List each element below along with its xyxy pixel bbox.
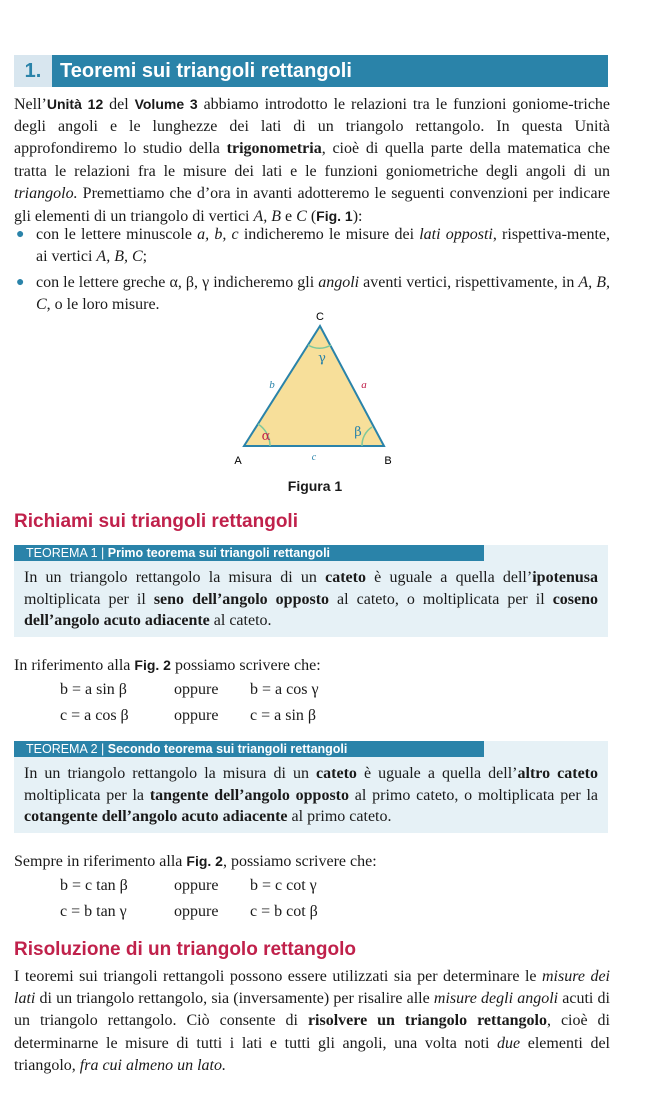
theorem-1-text: In un triangolo rettangolo la misura di un cateto è uguale a quella dell’ipotenusa moltiplicata per il seno dell’angolo opposto al cateto, o moltiplicata per il coseno dell’angolo acuto adiacente al cateto. (24, 569, 599, 630)
ref-fig2: Fig. 2 (186, 853, 223, 869)
vertex-c-label: C (316, 311, 324, 323)
formula-connector: oppure (174, 877, 219, 894)
side-a-label: a (361, 379, 367, 391)
reference-paragraph-1: In riferimento alla Fig. 2 possiamo scrivere che: (14, 657, 321, 674)
theorem-1-bar: TEOREMA 1 | Primo teorema sui triangoli rettangoli (14, 545, 484, 561)
side-b-label: b (269, 379, 275, 391)
theorem-2-box (14, 741, 608, 833)
alpha-label: α (261, 429, 271, 444)
reference-paragraph-2: Sempre in riferimento alla Fig. 2, possiamo scrivere che: (14, 853, 377, 870)
ref-unita: Unità 12 (46, 96, 104, 112)
formula-rhs: b = c cot γ (250, 877, 317, 894)
section-title: Teoremi sui triangoli rettangoli (60, 59, 352, 82)
beta-label: β (354, 425, 362, 440)
gamma-label: γ (318, 351, 326, 366)
bullet-dot-icon: ● (16, 275, 25, 290)
formula-lhs: b = c tan β (60, 877, 128, 894)
bullet-item: ● con le lettere minuscole a, b, c indicheremo le misure dei lati opposti, rispettiva-mente, ai vertici A, B, C; (16, 226, 611, 266)
figure-1-caption: Figura 1 (287, 478, 343, 494)
ref-fig1: Fig. 1 (316, 208, 353, 225)
vertex-b-label: B (384, 455, 392, 467)
bullet-item: ● con le lettere greche α, β, γ indicheremo gli angoli aventi vertici, rispettivamente, in A, B, C, o le loro misure. (16, 274, 611, 314)
formula-connector: oppure (174, 707, 219, 724)
heading-risoluzione: Risoluzione di un triangolo rettangolo (14, 939, 356, 960)
formula-rhs: b = a cos γ (250, 681, 319, 698)
section-header (14, 55, 608, 87)
figure-1-triangle (226, 308, 402, 468)
section-number: 1. (14, 55, 52, 87)
bullet-dot-icon: ● (16, 227, 25, 242)
ref-fig2: Fig. 2 (134, 657, 171, 673)
formula-connector: oppure (174, 681, 219, 698)
formula-rhs: c = b cot β (250, 903, 318, 920)
formula-lhs: b = a sin β (60, 681, 127, 698)
final-paragraph: I teoremi sui triangoli rettangoli possono essere utilizzati sia per determinare le misure dei lati di un triangolo rettangolo, sia (inversamente) per risalire alle misure degli angoli acuti di un triangolo rettangolo. Ciò consente di risolvere un triangolo rettangolo, cioè di determinarne le misure di tutti i lati e tutti gli angoli, una volta noti due elementi del triangolo, fra cui almeno un lato. (14, 968, 610, 1074)
ref-volume: Volume 3 (134, 96, 198, 112)
theorem-1-box (14, 545, 608, 637)
vertex-a-label: A (234, 455, 242, 467)
heading-richiami: Richiami sui triangoli rettangoli (14, 511, 298, 532)
formula-rhs: c = a sin β (250, 707, 317, 724)
formula-connector: oppure (174, 903, 219, 920)
formula-lhs: c = a cos β (60, 707, 129, 724)
intro-paragraph: Nell’Unità 12 del Volume 3 abbiamo introdotto le relazioni tra le funzioni goniome-triche degli angoli e le lunghezze dei lati di un triangolo rettangolo. In questa Unità approfondiremo lo studio della trigonometria, cioè di quella parte della matematica che tratta le relazioni fra le misure dei lati e le funzioni goniometriche degli angoli di un triangolo. Premettiamo che d’ora in avanti adotteremo le seguenti convenzioni per indicare gli elementi di un triangolo di vertici A, B e C (Fig. 1): (14, 96, 611, 226)
theorem-2-text: In un triangolo rettangolo la misura di un cateto è uguale a quella dell’altro cateto moltiplicata per la tangente dell’angolo opposto al primo cateto, o moltiplicata per la cotangente dell’angolo acuto adiacente al primo cateto. (24, 765, 599, 826)
formula-lhs: c = b tan γ (60, 903, 127, 920)
side-c-label: c (311, 452, 317, 463)
theorem-2-bar: TEOREMA 2 | Secondo teorema sui triangoli rettangoli (14, 741, 484, 757)
